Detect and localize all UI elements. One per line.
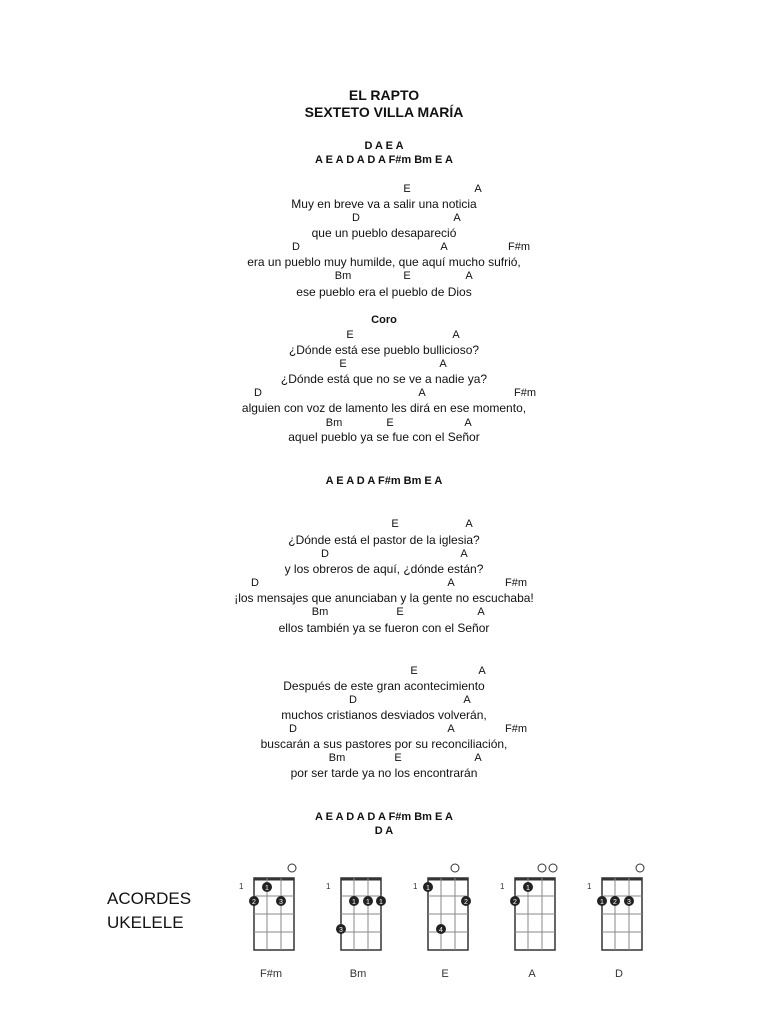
- chord: A: [474, 752, 482, 764]
- svg-text:1: 1: [366, 899, 370, 906]
- lyric-line: muchos cristianos desviados volverán,: [281, 708, 487, 722]
- chord: Bm: [334, 270, 352, 282]
- chord: D: [352, 212, 360, 224]
- chord: A: [465, 518, 473, 530]
- chord: F#m: [505, 577, 527, 589]
- chord: E: [339, 358, 347, 370]
- chord-row: [0, 751, 768, 765]
- chord: D: [251, 577, 259, 589]
- lyric-line: y los obreros de aquí, ¿dónde están?: [284, 562, 484, 576]
- svg-text:3: 3: [627, 899, 631, 906]
- chord: E: [396, 606, 404, 618]
- svg-text:3: 3: [279, 899, 283, 906]
- chord: D: [254, 387, 262, 399]
- chord: F#m: [505, 723, 527, 735]
- svg-text:1: 1: [379, 899, 383, 906]
- chord-row: [0, 240, 768, 254]
- lyric-line: que un pueblo desapareció: [311, 226, 457, 240]
- open-string-icon: [549, 864, 557, 872]
- chord: E: [403, 183, 411, 195]
- chord-row: [0, 386, 768, 400]
- lyric-line: ese pueblo era el pueblo de Dios: [296, 285, 472, 299]
- chord: Bm: [311, 606, 329, 618]
- chord: A: [477, 606, 485, 618]
- svg-text:2: 2: [464, 899, 468, 906]
- chord: A: [478, 665, 486, 677]
- open-string-icon: [288, 864, 296, 872]
- svg-text:1: 1: [526, 885, 530, 892]
- svg-text:2: 2: [513, 899, 517, 906]
- chord-name-d: D: [615, 968, 623, 980]
- chord-name-e: E: [441, 968, 449, 980]
- fret-number: 1: [587, 882, 592, 891]
- chord: E: [386, 417, 394, 429]
- lyric-line: aquel pueblo ya se fue con el Señor: [288, 430, 480, 444]
- svg-text:1: 1: [426, 885, 430, 892]
- lyric-line: buscarán a sus pastores por su reconciliación,: [260, 737, 508, 751]
- lyric-line: ¿Dónde está ese pueblo bullicioso?: [288, 343, 480, 357]
- fsm-fretboard: [236, 858, 306, 968]
- outro-chords-1: A E A D A D A F#m Bm E A: [315, 811, 453, 823]
- lyric-line: Después de este gran acontecimiento: [283, 679, 485, 693]
- bm-fretboard: [323, 858, 393, 968]
- lyric-line: ¡los mensajes que anunciaban y la gente no escuchaba!: [234, 591, 534, 605]
- chord: A: [447, 577, 455, 589]
- svg-text:2: 2: [252, 899, 256, 906]
- intro-chords-2: A E A D A D A F#m Bm E A: [315, 154, 453, 166]
- fret-number: 1: [239, 882, 244, 891]
- chord: A: [439, 358, 447, 370]
- chord: D: [349, 694, 357, 706]
- fret-number: 1: [326, 882, 331, 891]
- lyric-line: ¿Dónde está que no se ve a nadie ya?: [280, 372, 488, 386]
- chord: A: [447, 723, 455, 735]
- chord: Bm: [328, 752, 346, 764]
- chord: A: [453, 212, 461, 224]
- ukulele-label-line2: UKELELE: [107, 913, 184, 932]
- chord-name-bm: Bm: [349, 968, 367, 980]
- outro-chords-2: D A: [374, 825, 394, 837]
- chord: Bm: [325, 417, 343, 429]
- interlude-chords: A E A D A F#m Bm E A: [325, 475, 443, 487]
- chord: A: [463, 694, 471, 706]
- chord: D: [292, 241, 300, 253]
- chord-row: [0, 664, 768, 678]
- svg-text:1: 1: [265, 885, 269, 892]
- chord: E: [346, 329, 354, 341]
- chord-name-fsm: F#m: [260, 968, 282, 980]
- chord-row: [0, 722, 768, 736]
- chord: A: [464, 417, 472, 429]
- svg-text:2: 2: [613, 899, 617, 906]
- lyric-line: alguien con voz de lamento les dirá en ese momento,: [241, 401, 527, 415]
- chord-row: [0, 605, 768, 619]
- open-string-icon: [538, 864, 546, 872]
- chord: A: [465, 270, 473, 282]
- open-string-icon: [451, 864, 459, 872]
- chord-row: [0, 517, 768, 531]
- chord: A: [440, 241, 448, 253]
- a-fretboard: [497, 858, 567, 968]
- d-fretboard: [584, 858, 654, 968]
- intro-chords-1: D A E A: [364, 140, 404, 152]
- ukulele-chords-label: [107, 887, 191, 935]
- chord-row: [0, 693, 768, 707]
- lyric-line: Muy en breve va a salir una noticia: [291, 197, 477, 211]
- svg-text:4: 4: [439, 927, 443, 934]
- chord-name-a: A: [528, 968, 536, 980]
- song-artist: SEXTETO VILLA MARÍA: [304, 104, 464, 120]
- chord: D: [321, 548, 329, 560]
- lyric-line: era un pueblo muy humilde, que aquí mucho sufrió,: [247, 255, 521, 269]
- chord-row: [0, 357, 768, 371]
- chord-row: [0, 416, 768, 430]
- chord: A: [460, 548, 468, 560]
- chord-row: [0, 547, 768, 561]
- chord: E: [403, 270, 411, 282]
- ukulele-label-line1: ACORDES: [107, 889, 192, 908]
- chord-row: [0, 182, 768, 196]
- chord: A: [474, 183, 482, 195]
- lyric-line: ¿Dónde está el pastor de la iglesia?: [288, 533, 480, 547]
- lyric-line: ellos también ya se fueron con el Señor: [278, 621, 490, 635]
- fret-number: 1: [413, 882, 418, 891]
- fret-number: 1: [500, 882, 505, 891]
- chord: F#m: [508, 241, 530, 253]
- chord: F#m: [514, 387, 536, 399]
- lyric-line: por ser tarde ya no los encontrarán: [290, 766, 478, 780]
- chord: A: [452, 329, 460, 341]
- e-fretboard: [410, 858, 480, 968]
- chorus-label: Coro: [371, 314, 397, 326]
- svg-text:1: 1: [600, 899, 604, 906]
- chord-row: [0, 576, 768, 590]
- chord: A: [418, 387, 426, 399]
- chord-row: [0, 269, 768, 283]
- svg-text:3: 3: [339, 927, 343, 934]
- chord: D: [289, 723, 297, 735]
- chord-row: [0, 211, 768, 225]
- chord: E: [410, 665, 418, 677]
- chord-row: [0, 328, 768, 342]
- song-title: EL RAPTO: [348, 87, 420, 103]
- open-string-icon: [636, 864, 644, 872]
- svg-text:1: 1: [352, 899, 356, 906]
- chord: E: [391, 518, 399, 530]
- chord: E: [394, 752, 402, 764]
